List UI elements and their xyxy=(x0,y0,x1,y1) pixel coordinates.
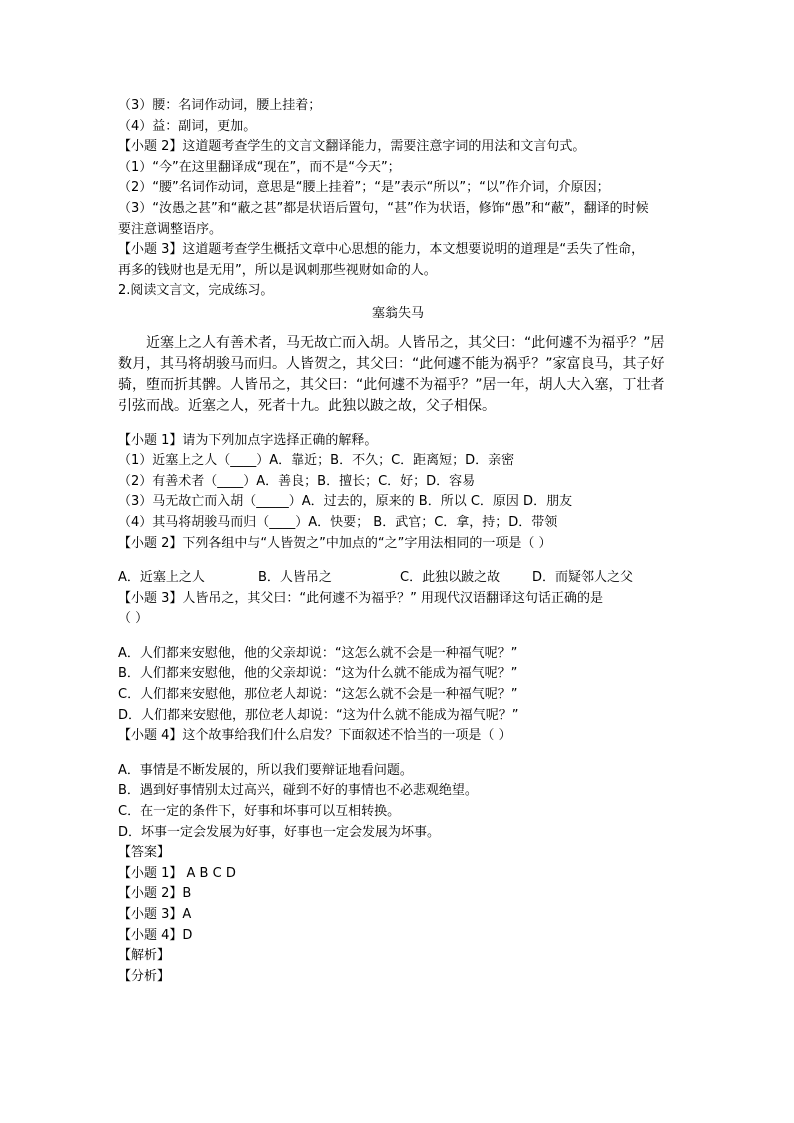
question-1-block xyxy=(118,431,678,555)
option-d: D．人们都来安慰他，那位老人却说：“这为什么就不能成为福气呢？” xyxy=(118,707,519,723)
sub-question: （4）其马将胡骏马而归（____）A．快要； B．武官；C．拿，持；D．带领 xyxy=(118,514,558,530)
passage-title: 塞翁失马 xyxy=(371,305,424,321)
text-line: （3）腰：名词作动词，腰上挂着； xyxy=(118,98,322,113)
option-a: A．事情是不断发展的，所以我们要辩证地看问题。 xyxy=(118,762,413,778)
question-stem: 【小题 2】下列各组中与“人皆贺之”中加点的“之”字用法相同的一项是（ ） xyxy=(118,535,552,551)
option-a: A．近塞上之人 xyxy=(118,570,205,586)
text-line: （2）“腰”名词作动词，意思是“腰上挂着”；“是”表示“所以”；“以”作介词，介原因； xyxy=(118,180,610,196)
answer-line: 【小题 3】A xyxy=(118,907,192,922)
option-a: A．人们都来安慰他，他的父亲却说：“这怎么就不会是一种福气呢？” xyxy=(118,645,518,661)
document-page xyxy=(118,96,678,987)
option-c: C．人们都来安慰他，那位老人却说：“这怎么就不会是一种福气呢？” xyxy=(118,687,518,703)
option-b: B．遇到好事情别太过高兴，碰到不好的事情也不必悲观绝望。 xyxy=(118,783,478,799)
answer-block xyxy=(118,843,678,987)
sub-question: （1）近塞上之人（____）A．靠近；B．不久；C．距离短；D．亲密 xyxy=(118,453,515,469)
question-2-options xyxy=(118,568,678,589)
text-line: （3）“汝愚之甚”和“蔽之甚”都是状语后置句，“甚”作为状语，修饰“愚”和“蔽”，翻译的时候 xyxy=(118,200,649,216)
question-4-block xyxy=(118,726,678,843)
spacer xyxy=(118,747,678,761)
question-3-block xyxy=(118,589,678,727)
answer-line: 【小题 4】D xyxy=(118,927,193,943)
question-stem: （ ） xyxy=(118,611,149,627)
sub-question: （2）有善术者（____）A．善良；B．擅长；C．好；D．容易 xyxy=(118,473,476,489)
text-line: 再多的钱财也是无用”，所以是讽刺那些视财如命的人。 xyxy=(118,262,437,278)
text-line: （1）“今”在这里翻译成“现在”，而不是“今天”； xyxy=(118,159,401,175)
option-b: B．人们都来安慰他，他的父亲却说：“这为什么就不能成为福气呢？” xyxy=(118,666,518,682)
text-line: （4）益：副词，更加。 xyxy=(118,118,257,134)
text-line: 【小题 2】这道题考查学生的文言文翻译能力，需要注意字词的用法和文言句式。 xyxy=(118,139,586,155)
text-line: 【小题 3】这道题考查学生概括文章中心思想的能力，本文想要说明的道理是“丢失了性命， xyxy=(118,242,645,258)
answer-heading: 【答案】 xyxy=(118,845,171,861)
spacer xyxy=(118,417,678,431)
question-stem: 【小题 1】请为下列加点字选择正确的解释。 xyxy=(118,432,378,448)
option-d: D．坏事一定会发展为好事，好事也一定会发展为坏事。 xyxy=(118,824,441,840)
question-stem: 【小题 4】这个故事给我们什么启发？下面叙述不恰当的一项是（ ） xyxy=(118,728,512,744)
sub-question: （3）马无故亡而入胡（_____）A．过去的，原来的 B．所以 C．原因 D．朋友 xyxy=(118,494,573,510)
question-stem: 【小题 3】人皆吊之，其父曰：“此何遽不为福乎？” 用现代汉语翻译这句话正确的是 xyxy=(118,590,604,606)
option-c: C．此独以跛之故 xyxy=(400,570,501,586)
text-line: 要注意调整语序。 xyxy=(118,221,223,237)
option-d: D．而疑邻人之父 xyxy=(532,570,634,586)
analysis-heading: 【解析】 xyxy=(118,948,171,964)
analysis-heading: 【分析】 xyxy=(118,968,171,984)
answer-line: 【小题 1】 A B C D xyxy=(118,865,236,881)
spacer xyxy=(118,630,678,644)
section-heading: 2.阅读文言文，完成练习。 xyxy=(118,283,274,299)
option-c: C．在一定的条件下，好事和坏事可以互相转换。 xyxy=(118,804,401,820)
answer-line: 【小题 2】B xyxy=(118,886,192,902)
spacer xyxy=(118,554,678,568)
prev-answer-block xyxy=(118,96,678,302)
passage-text: 近塞上之人有善术者，马无故亡而入胡。人皆吊之，其父曰：“此何遽不为福乎？”居数月，其马将胡骏马而归。人皆贺之，其父曰：“此何遽不能为祸乎？”家富良马，其子好骑，堕而折其髀。人皆吊之，其父曰：“此何遽不为福乎？”居一年，胡人大入塞，丁壮者引弦而战。近塞之人，死者十九。此独以跛之故，父子相保。 xyxy=(118,334,665,414)
option-b: B．人皆吊之 xyxy=(258,570,332,586)
